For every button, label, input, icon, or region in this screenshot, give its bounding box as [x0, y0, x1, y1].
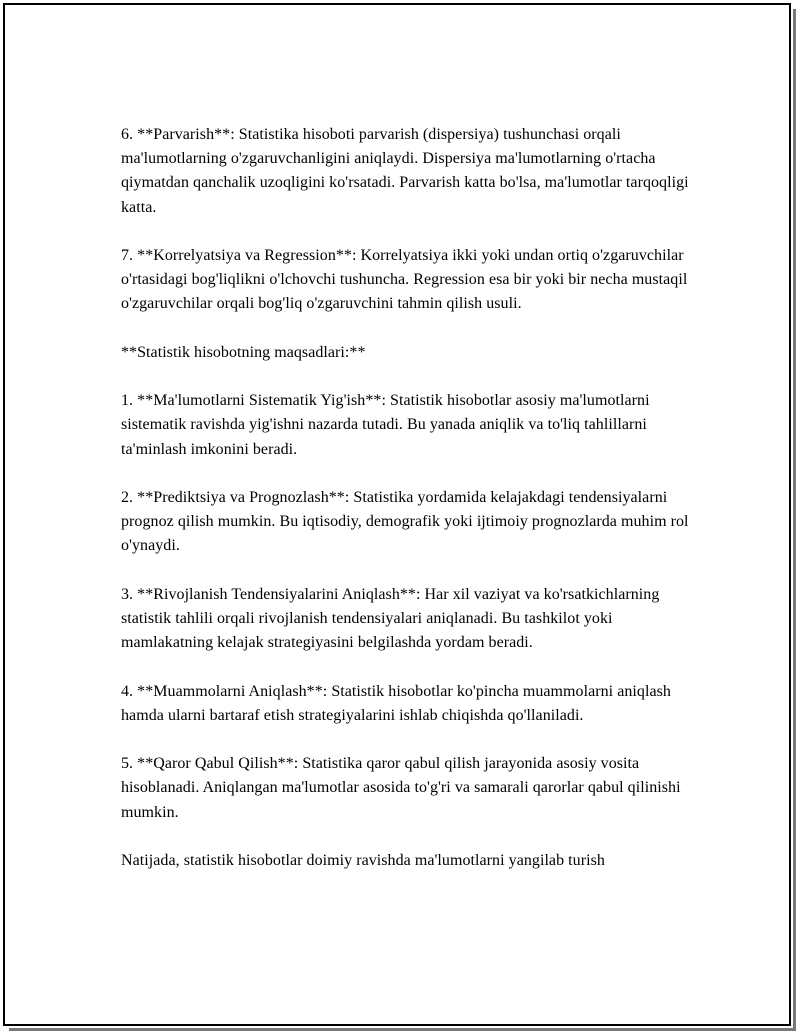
paragraph-muammolarni-aniqlash: 4. **Muammolarni Aniqlash**: Statistik hisobotlar ko'pincha muammolarni aniqlash hamda ularni bartaraf etish strategiyalarini ishlab chiqishda qo'llaniladi.	[121, 682, 671, 724]
paragraph-korrelyatsiya: 7. **Korrelyatsiya va Regression**: Korrelyatsiya ikki yoki undan ortiq o'zgaruvchilar o'rtasidagi bog'liqlikni o'lchovchi tushuncha. Regression esa bir yoki bir necha mustaqil o'zgaruvchilar orqali bog'liq o'zgaruvchini tahmin qilish usuli.	[121, 247, 688, 313]
document-page	[3, 3, 791, 1026]
section-heading-maqsadlar: **Statistik hisobotning maqsadlari:**	[121, 343, 366, 361]
paragraph-rivojlanish: 3. **Rivojlanish Tendensiyalarini Aniqlash**: Har xil vaziyat va ko'rsatkichlarning statistik tahlili orqali rivojlanish tendensiyalari aniqlanadi. Bu tashkilot yoki mamlakatning kelajak strategiyasini belgilashda yordam beradi.	[121, 585, 660, 652]
paragraph-prediktsiya: 2. **Prediktsiya va Prognozlash**: Statistika yordamida kelajakdagi tendensiyalarni prognoz qilish mumkin. Bu iqtisodiy, demografik yoki ijtimoiy prognozlarda muhim rol o'ynaydi.	[121, 488, 689, 555]
paragraph-natijada: Natijada, statistik hisobotlar doimiy ravishda ma'lumotlarni yangilab turish	[121, 851, 605, 869]
paragraph-parvarish: 6. **Parvarish**: Statistika hisoboti parvarish (dispersiya) tushunchasi orqali ma'lumotlarning o'zgaruvchanligini aniqlaydi. Dispersiya ma'lumotlarning o'rtacha qiymatdan qanchalik uzoqligini ko'rsatadi. Parvarish katta bo'lsa, ma'lumotlar tarqoqligi katta.	[121, 126, 689, 216]
paragraph-malumotlarni-yigish: 1. **Ma'lumotlarni Sistematik Yig'ish**: Statistik hisobotlar asosiy ma'lumotlarni sistematik ravishda yig'ishni nazarda tutadi. Bu yanada aniqlik va to'liq tahlillarni ta'minlash imkonini beradi.	[121, 392, 650, 458]
paragraph-qaror-qabul: 5. **Qaror Qabul Qilish**: Statistika qaror qabul qilish jarayonida asosiy vosita hisoblanadi. Aniqlangan ma'lumotlar asosida to'g'ri va samarali qarorlar qabul qilinishi mumkin.	[121, 755, 681, 821]
document-body	[121, 123, 701, 897]
